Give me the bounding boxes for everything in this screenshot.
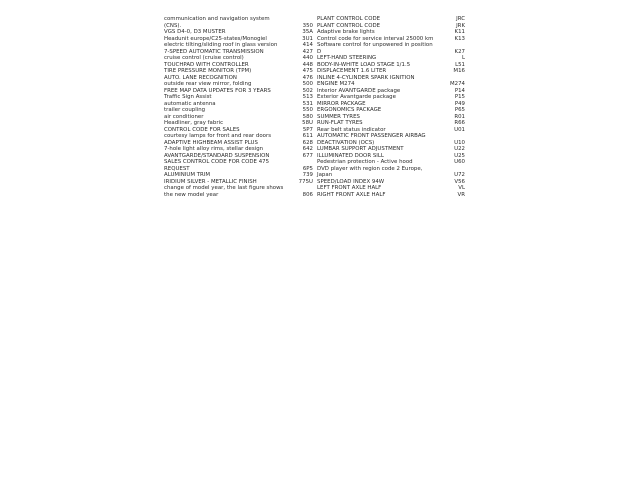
option-row — [317, 75, 467, 88]
option-row — [164, 16, 314, 29]
option-description: RUN-FLAT TYRES — [317, 120, 363, 127]
option-description: communication and navigation system (CNS). — [164, 16, 270, 29]
option-code: U22 — [454, 146, 465, 153]
option-description: VGS D4-0, D3 MUSTER — [164, 29, 226, 36]
option-code: 58U — [302, 120, 313, 127]
option-code: L51 — [455, 61, 465, 68]
option-description: BODY-IN-WHITE LOAD STAGE 1/1.5 — [317, 61, 411, 68]
option-code: 427 — [302, 48, 313, 55]
option-description: Traffic Sign Assist — [164, 94, 212, 101]
option-code: 440 — [302, 55, 313, 62]
option-description: DVD player with region code 2 Europe, Japan — [317, 165, 423, 179]
option-code: U10 — [454, 139, 465, 146]
option-code: P65 — [454, 107, 465, 114]
option-code: 677 — [302, 152, 313, 159]
option-code: 350 — [302, 22, 313, 29]
option-description: Rear belt status indicator — [317, 126, 386, 133]
option-code: JRK — [456, 22, 465, 29]
option-code: U01 — [454, 126, 465, 133]
option-code: 476 — [302, 74, 313, 81]
option-description: Headliner, gray fabric — [164, 120, 224, 127]
option-description: LUMBAR SUPPORT ADJUSTMENT — [317, 146, 404, 153]
option-description: PLANT CONTROL CODE — [317, 22, 381, 29]
option-description: Interior AVANTGARDE package — [317, 87, 401, 94]
option-row — [317, 42, 467, 55]
option-row — [317, 166, 467, 179]
option-description: SPEED/LOAD INDEX 94W — [317, 178, 385, 185]
option-description: cruise control (cruise control) — [164, 55, 244, 62]
option-code: U25 — [454, 152, 465, 159]
option-code: L — [461, 55, 465, 62]
right-code-column — [317, 16, 467, 198]
option-code: VR — [457, 191, 465, 198]
option-description: AUTOMATIC FRONT PASSENGER AIRBAG DEACTIVATION (OCS) — [317, 133, 426, 146]
option-code: U72 — [454, 172, 465, 179]
option-code: 5P7 — [302, 126, 313, 133]
option-code: 775U — [298, 178, 313, 185]
option-description: 7-SPEED AUTOMATIC TRANSMISSION — [164, 48, 264, 55]
option-description: ADAPTIVE HIGHBEAM ASSIST PLUS — [164, 139, 258, 146]
option-description: LEFT FRONT AXLE HALF — [317, 185, 382, 192]
option-description: LEFT-HAND STEERING — [317, 55, 377, 62]
option-row — [164, 185, 314, 198]
option-code: P15 — [454, 94, 465, 101]
option-description: Exterior Avantgarde package — [317, 94, 396, 101]
option-code: 414 — [302, 42, 313, 49]
option-description: INLINE 4-CYLINDER SPARK IGNITION ENGINE M274 — [317, 74, 415, 88]
option-description: electric tilting/sliding roof in glass version — [164, 42, 278, 49]
option-description: courtesy lamps for front and rear doors — [164, 133, 272, 140]
option-code: 550 — [302, 107, 313, 114]
option-description: trailer coupling — [164, 107, 206, 114]
option-code: M274 — [449, 81, 465, 88]
option-code: P14 — [454, 87, 465, 94]
option-description: PLANT CONTROL CODE — [317, 16, 381, 22]
option-description: Pedestrian protection - Active hood — [317, 159, 413, 166]
option-code: K27 — [454, 48, 465, 55]
option-code: P49 — [454, 100, 465, 107]
option-code: 739 — [302, 172, 313, 179]
option-code: 580 — [302, 113, 313, 120]
option-code: 500 — [302, 81, 313, 88]
option-code: 642 — [302, 146, 313, 153]
option-row — [164, 159, 314, 172]
option-code: 475 — [302, 68, 313, 75]
option-code: 611 — [302, 133, 313, 140]
option-description: ERGONOMICS PACKAGE — [317, 107, 382, 114]
option-description: 7-hole light alloy rims, stellar design — [164, 146, 264, 153]
option-description: TIRE PRESSURE MONITOR (TPM) — [164, 68, 252, 75]
option-code: 3U1 — [302, 35, 313, 42]
option-code: 448 — [302, 61, 313, 68]
option-description: SUMMER TYRES — [317, 113, 360, 120]
option-code: K13 — [454, 35, 465, 42]
option-code: R01 — [454, 113, 465, 120]
option-code: K11 — [454, 29, 465, 36]
option-description: DISPLACEMENT 1.6 LITER — [317, 68, 387, 75]
option-description: FREE MAP DATA UPDATES FOR 3 YEARS — [164, 87, 271, 94]
option-code: U60 — [454, 159, 465, 166]
option-code: 502 — [302, 87, 313, 94]
option-row — [317, 192, 467, 199]
option-description: Software control for unpowered in position D — [317, 42, 433, 55]
option-description: SALES CONTROL CODE FOR CODE 475 REQUEST — [164, 159, 270, 172]
option-description: TOUCHPAD WITH CONTROLLER — [164, 61, 249, 68]
option-code: VL — [458, 185, 465, 192]
option-description: Headunit europe/C25-states/Monogiel — [164, 35, 267, 42]
option-code: 6P5 — [302, 165, 313, 172]
option-code: 35A — [302, 29, 313, 36]
option-description: ALUMINIUM TRIM — [164, 172, 211, 179]
option-code: JRC — [456, 16, 465, 22]
option-description: change of model year, the last figure shows the new model year — [164, 185, 284, 198]
option-code: 531 — [302, 100, 313, 107]
option-code: R66 — [454, 120, 465, 127]
option-description: outside rear view mirror, folding — [164, 81, 252, 88]
option-description: MIRROR PACKAGE — [317, 100, 366, 107]
option-code: V56 — [454, 178, 465, 185]
option-description: CONTROL CODE FOR SALES — [164, 126, 240, 133]
option-description: automatic antenna — [164, 100, 216, 107]
option-code: 628 — [302, 139, 313, 146]
option-description: air conditioner — [164, 113, 204, 120]
option-description: AVANTGARDE/STANDARD SUSPENSION — [164, 152, 270, 159]
option-description: ILLUMINATED DOOR SILL — [317, 152, 384, 159]
option-description: AUTO. LANE RECOGNITION — [164, 74, 237, 81]
option-description: IRIDIUM SILVER - METALLIC FINISH — [164, 178, 257, 185]
option-code: 806 — [302, 191, 313, 198]
option-description: Control code for service interval 25000 km — [317, 35, 434, 42]
option-description: Adaptive brake lights — [317, 29, 375, 36]
option-description: RIGHT FRONT AXLE HALF — [317, 191, 386, 198]
option-row — [317, 133, 467, 146]
option-code: M16 — [453, 68, 465, 75]
left-code-column — [164, 16, 314, 198]
option-code: 513 — [302, 94, 313, 101]
